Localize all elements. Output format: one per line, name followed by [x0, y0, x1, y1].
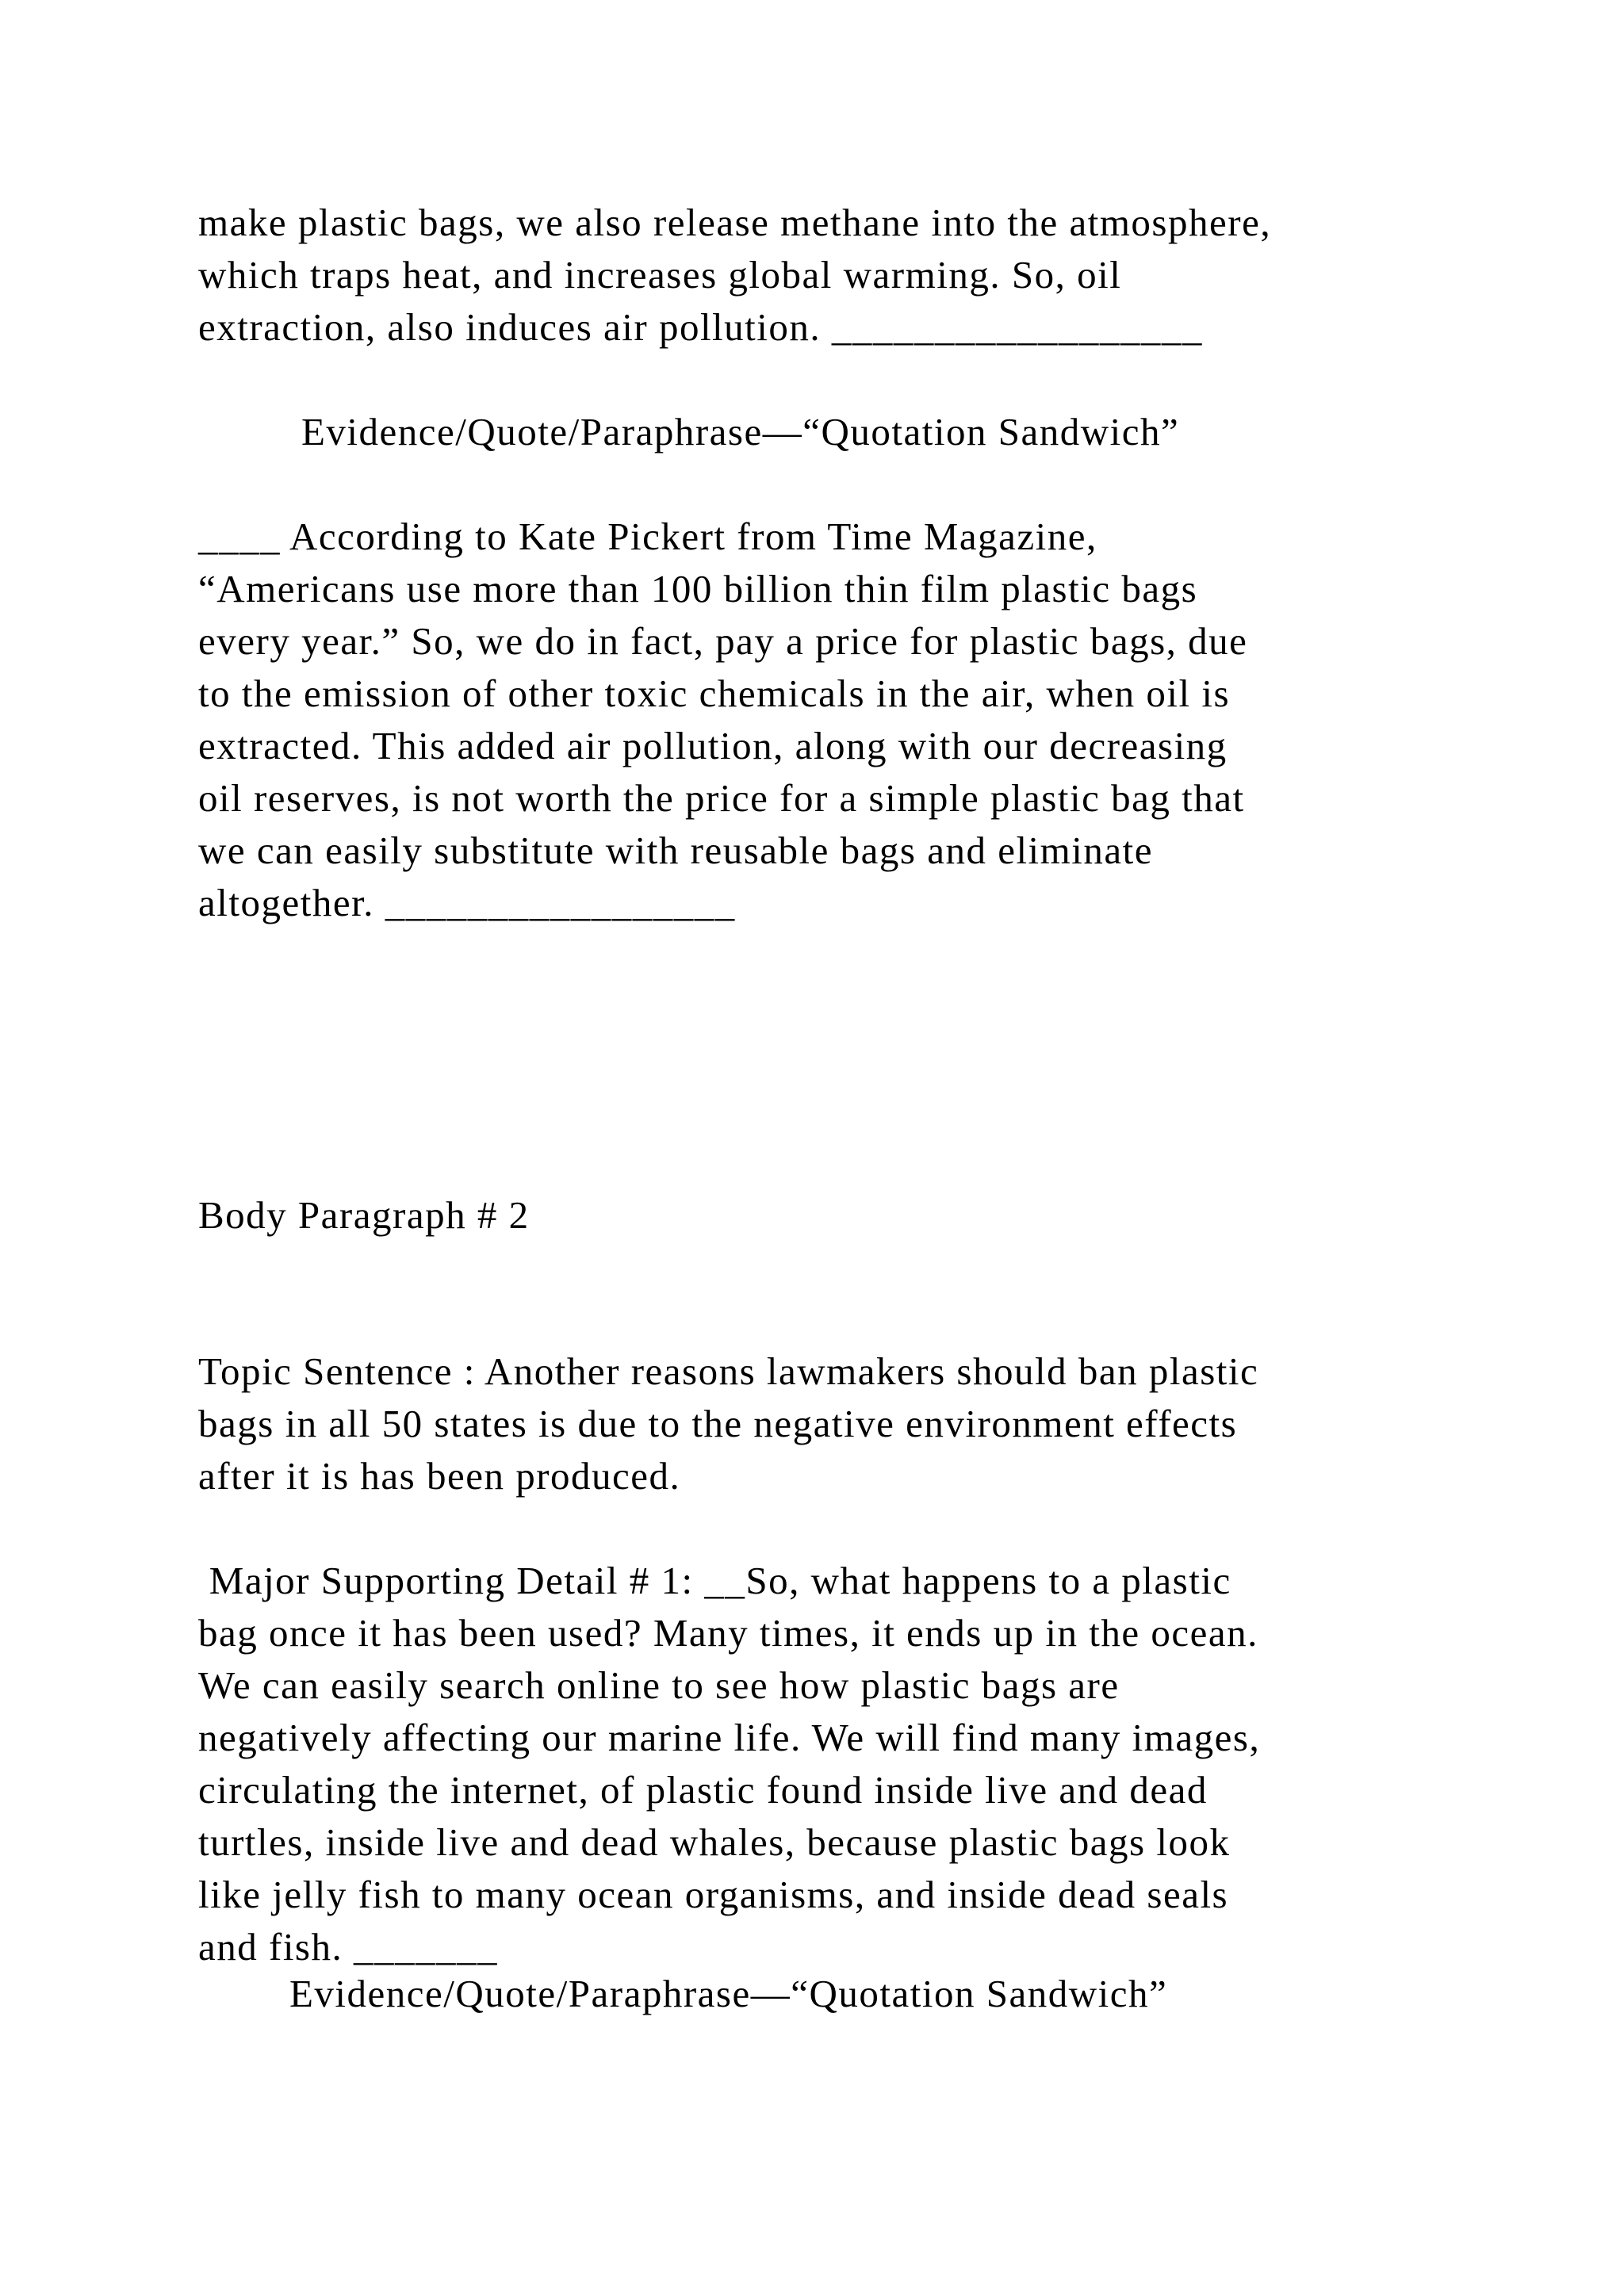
body-paragraph-heading: Body Paragraph # 2	[198, 1193, 530, 1237]
text-line: extraction, also induces air pollution. __________________	[198, 305, 1203, 349]
text-line: and fish. _______	[198, 1925, 498, 1969]
text-line: altogether. _________________	[198, 881, 736, 924]
evidence-heading: Evidence/Quote/Paraphrase—“Quotation Sandwich”	[301, 410, 1180, 453]
text-line: to the emission of other toxic chemicals in the air, when oil is	[198, 672, 1231, 715]
paragraph-evidence-quote	[198, 511, 1247, 929]
text-line: like jelly fish to many ocean organisms, and inside dead seals	[198, 1873, 1229, 1916]
text-line: make plastic bags, we also release methane into the atmosphere,	[198, 201, 1272, 244]
text-line: circulating the internet, of plastic found inside live and dead	[198, 1768, 1208, 1812]
text-line: We can easily search online to see how plastic bags are	[198, 1663, 1120, 1707]
text-line: which traps heat, and increases global warming. So, oil	[198, 253, 1122, 297]
text-line: Major Supporting Detail # 1: __So, what happens to a plastic	[198, 1559, 1231, 1602]
text-line: every year.” So, we do in fact, pay a price for plastic bags, due	[198, 619, 1248, 663]
text-line: negatively affecting our marine life. We will find many images,	[198, 1716, 1261, 1759]
text-line: ____ According to Kate Pickert from Time Magazine,	[198, 515, 1097, 558]
text-line: oil reserves, is not worth the price for a simple plastic bag that	[198, 776, 1245, 820]
text-line: turtles, inside live and dead whales, because plastic bags look	[198, 1820, 1231, 1864]
topic-sentence	[198, 1345, 1258, 1502]
paragraph-oil-extraction	[198, 197, 1271, 354]
text-line: “Americans use more than 100 billion thin film plastic bags	[198, 567, 1198, 610]
major-supporting-detail	[198, 1555, 1260, 1973]
text-line: bags in all 50 states is due to the negative environment effects	[198, 1402, 1238, 1445]
text-line: after it is has been produced.	[198, 1454, 681, 1498]
text-line: bag once it has been used? Many times, it ends up in the ocean.	[198, 1611, 1258, 1655]
text-line: we can easily substitute with reusable bags and eliminate	[198, 828, 1154, 872]
evidence-heading: Evidence/Quote/Paraphrase—“Quotation Sandwich”	[289, 1972, 1168, 2015]
text-line: Topic Sentence : Another reasons lawmakers should ban plastic	[198, 1349, 1259, 1393]
text-line: extracted. This added air pollution, along with our decreasing	[198, 724, 1228, 767]
